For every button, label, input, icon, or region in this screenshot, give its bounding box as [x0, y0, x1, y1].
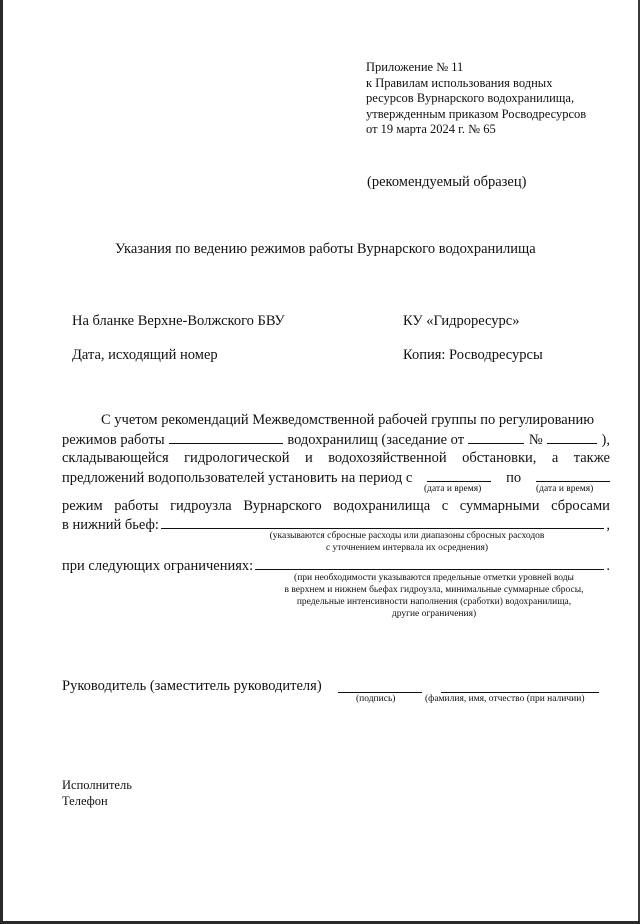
discharge-hint-line: с уточнением интервала их осреднения): [325, 543, 489, 553]
word: складывающейся: [62, 450, 169, 466]
meeting-date-blank: [468, 431, 524, 444]
reservoir-blank: [169, 431, 283, 444]
body-line-3: [62, 450, 610, 467]
text-regimes: режимов работы: [62, 432, 165, 448]
text-reservoirs-meeting: водохранилищ (заседание от: [287, 432, 465, 448]
appendix-line: ресурсов Вурнарского водохранилища,: [366, 91, 575, 105]
word: суммарными: [459, 498, 540, 514]
word: Вурнарского: [243, 498, 322, 514]
discharge-hint: [232, 530, 582, 554]
restrictions-blank: [255, 557, 604, 570]
appendix-line: к Правилам использования водных: [366, 75, 553, 90]
date-hint-start: (дата и время): [424, 484, 482, 494]
restrictions-hint: [252, 572, 616, 620]
word: с: [441, 498, 449, 514]
signature-blank: [338, 680, 422, 693]
full-name-hint: (фамилия, имя, отчество (при наличии): [425, 694, 585, 704]
discharge-hint-line: (указываются сбросные расходы или диапазоны сбросных расходов: [269, 531, 545, 541]
date-number-label: Дата, исходящий номер: [72, 347, 218, 363]
letterhead-label: На бланке Верхне-Волжского БВУ: [72, 313, 285, 329]
copy-recipient-label: Копия: Росводресурсы: [403, 347, 543, 363]
meeting-number-blank: [547, 431, 597, 444]
scan-edge-left: [0, 0, 3, 924]
restrictions-hint-line: другие ограничения): [391, 609, 477, 619]
period-end-blank: [536, 469, 610, 482]
signature-label: Руководитель (заместитель руководителя): [62, 678, 322, 694]
word: а: [551, 450, 559, 466]
text-restrictions: при следующих ограничениях:: [62, 558, 254, 574]
appendix-line: Приложение № 11: [366, 60, 464, 74]
signature-hint: (подпись): [356, 694, 396, 704]
text-number-sign: №: [528, 432, 543, 448]
body-line-4: [62, 469, 610, 487]
word: сбросами: [551, 498, 610, 514]
word: гидрологической: [184, 450, 290, 466]
text-period: .: [606, 558, 610, 574]
body-line-5: [62, 498, 610, 515]
restrictions-hint-line: предельные интенсивности наполнения (сработки) водохранилища,: [296, 597, 572, 607]
document-title: Указания по ведению режимов работы Вурнарского водохранилища: [115, 241, 536, 257]
text-lower-pool: в нижний бьеф:: [62, 517, 159, 533]
discharge-blank: [161, 516, 604, 529]
body-line-1: С учетом рекомендаций Межведомственной рабочей группы по регулированию: [101, 412, 595, 428]
text-period-from: предложений водопользователей установить на период с: [62, 470, 413, 486]
text-to: по: [506, 470, 522, 486]
appendix-line: утвержденным приказом Росводресурсов: [366, 106, 587, 121]
date-hint-end: (дата и время): [536, 484, 594, 494]
executor-label: Исполнитель: [62, 778, 132, 792]
period-start-blank: [427, 469, 491, 482]
word: также: [573, 450, 610, 466]
word: и: [304, 450, 313, 466]
body-line-2: [62, 431, 610, 449]
word: водохранилища: [333, 498, 431, 514]
word: обстановки,: [462, 450, 537, 466]
word: водохозяйственной: [328, 450, 447, 466]
appendix-note: [366, 60, 586, 138]
appendix-line: от 19 марта 2024 г. № 65: [366, 122, 496, 136]
word: гидроузла: [170, 498, 232, 514]
word: режим: [62, 498, 103, 514]
recipient-label: КУ «Гидроресурс»: [403, 313, 520, 329]
word: работы: [114, 498, 159, 514]
full-name-blank: [441, 680, 599, 693]
text-close-paren: ),: [601, 432, 610, 448]
text-comma: ,: [606, 517, 610, 533]
sample-note: (рекомендуемый образец): [367, 174, 527, 190]
restrictions-hint-line: в верхнем и нижнем бьефах гидроузла, минимальные суммарные сбросы,: [284, 585, 584, 595]
phone-label: Телефон: [62, 794, 108, 808]
restrictions-hint-line: (при необходимости указываются предельные отметки уровней воды: [294, 573, 574, 583]
